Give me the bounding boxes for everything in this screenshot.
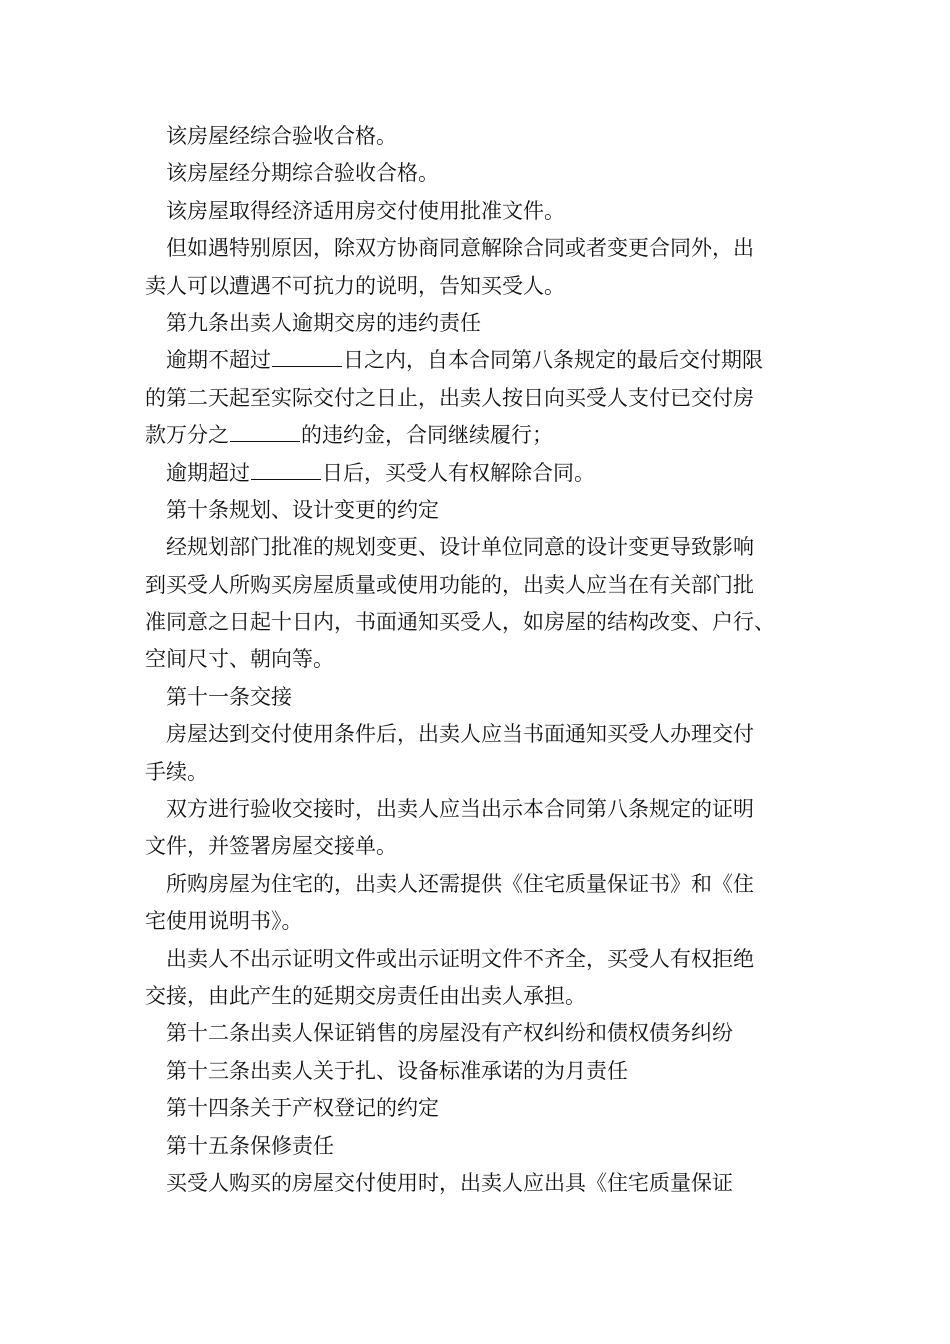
- text-line: 该房屋经分期综合验收合格。: [145, 161, 439, 186]
- article-heading: 第十一条交接: [145, 684, 292, 709]
- text-line: 所购房屋为住宅的，出卖人还需提供《住宅质量保证书》和《住: [145, 871, 754, 896]
- article-heading: 第九条出卖人逾期交房的违约责任: [145, 310, 481, 335]
- text-line: 经规划部门批准的规划变更、设计单位同意的设计变更导致影响: [145, 535, 754, 560]
- text-segment: 的违约金，合同继续履行；: [301, 423, 553, 448]
- text-line: 该房屋经综合验收合格。: [145, 124, 397, 148]
- text-segment: 日后，买受人有权解除合同。: [322, 460, 595, 485]
- fill-in-blank: [230, 419, 300, 442]
- text-line: 双方进行验收交接时，出卖人应当出示本合同第八条规定的证明: [145, 797, 754, 822]
- article-heading: 第十五条保修责任: [145, 1133, 334, 1158]
- article-heading: 第十二条出卖人保证销售的房屋没有产权纠纷和债权债务纠纷: [145, 1021, 733, 1046]
- text-line: 出卖人不出示证明文件或出示证明文件不齐全，买受人有权拒绝: [145, 946, 754, 971]
- article-heading: 第十三条出卖人关于扎、设备标准承诺的为月责任: [145, 1058, 628, 1083]
- document-page: [145, 118, 825, 1202]
- fill-in-blank: [272, 344, 342, 367]
- text-line: 手续。: [145, 759, 208, 784]
- text-line: 准同意之日起十日内，书面通知买受人，如房屋的结构改变、户行、: [145, 610, 775, 635]
- text-line: 到买受人所购买房屋质量或使用功能的，出卖人应当在有关部门批: [145, 572, 754, 597]
- text-segment: 日之内，自本合同第八条规定的最后交付期限: [343, 348, 763, 373]
- text-line: 但如遇特别原因，除双方协商同意解除合同或者变更合同外，出: [145, 236, 754, 261]
- text-segment: 款万分之: [145, 423, 229, 448]
- text-line: 空间尺寸、朝向等。: [145, 647, 334, 672]
- text-line: 买受人购买的房屋交付使用时，出卖人应出具《住宅质量保证: [145, 1170, 733, 1195]
- article-heading: 第十条规划、设计变更的约定: [145, 497, 439, 522]
- text-segment: 逾期超过: [145, 460, 250, 485]
- text-line: [145, 417, 825, 454]
- text-line: 房屋达到交付使用条件后，出卖人应当书面通知买受人办理交付: [145, 722, 754, 747]
- text-segment: 逾期不超过: [145, 348, 271, 373]
- text-line: 宅使用说明书》。: [145, 909, 303, 934]
- text-line: [145, 342, 825, 379]
- text-line: [145, 455, 825, 492]
- fill-in-blank: [251, 457, 321, 480]
- text-line: 该房屋取得经济适用房交付使用批准文件。: [145, 198, 565, 223]
- text-line: 卖人可以遭遇不可抗力的说明，告知买受人。: [145, 273, 565, 298]
- text-line: 的第二天起至实际交付之日止，出卖人按日向买受人支付已交付房: [145, 385, 754, 410]
- text-line: 文件，并签署房屋交接单。: [145, 834, 397, 859]
- article-heading: 第十四条关于产权登记的约定: [145, 1096, 439, 1121]
- text-line: 交接，由此产生的延期交房责任由出卖人承担。: [145, 983, 586, 1008]
